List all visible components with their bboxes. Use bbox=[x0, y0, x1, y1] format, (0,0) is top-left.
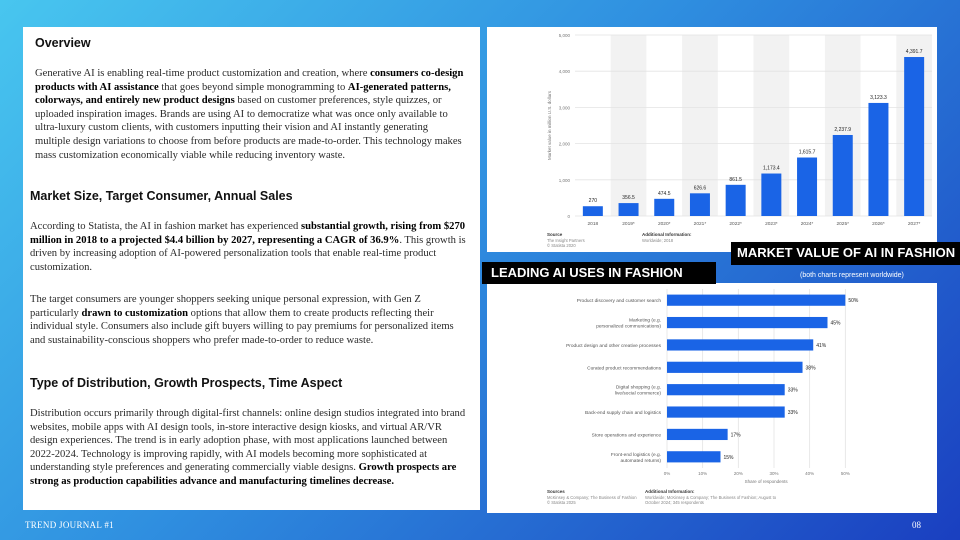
text-segment: AI-generated patterns, colorways, and entirely new product designs bbox=[35, 81, 451, 107]
y-tick-label: 1,000 bbox=[558, 177, 570, 183]
bar bbox=[667, 339, 813, 350]
x-tick-label: 0% bbox=[663, 471, 671, 476]
x-tick-label: 10% bbox=[698, 471, 708, 476]
y-tick-label: 5,000 bbox=[558, 33, 570, 38]
overview-heading: Overview bbox=[35, 36, 91, 50]
bar bbox=[667, 317, 828, 328]
text-segment: The target consumers are younger shoppers seeking unique personal expression, with Gen Z particularly bbox=[30, 294, 421, 319]
worldwide-note: (both charts represent worldwide) bbox=[800, 272, 904, 279]
bar bbox=[619, 203, 639, 216]
bar-value-label: 1,173.4 bbox=[763, 165, 780, 172]
market-heading: Market Size, Target Consumer, Annual Sales bbox=[30, 189, 293, 203]
bar bbox=[667, 406, 785, 417]
bar bbox=[690, 193, 710, 216]
info-line: Worldwide; McKinsey & Company; The Business of Fashion; August to bbox=[645, 495, 777, 500]
x-tick-label: 2027* bbox=[907, 222, 921, 227]
x-tick-label: 2026* bbox=[872, 222, 885, 227]
x-tick-label: 2025* bbox=[836, 222, 850, 227]
bar bbox=[833, 135, 853, 216]
bar bbox=[654, 199, 674, 216]
category-label-line1: Front-end logistics (e.g. bbox=[610, 452, 661, 458]
x-axis-label: Share of respondents bbox=[744, 479, 788, 484]
source-heading: Source bbox=[547, 232, 563, 237]
bar-value-label: 2,237.9 bbox=[834, 126, 852, 133]
bar-value-label: 17% bbox=[730, 432, 741, 439]
x-tick-label: 20% bbox=[733, 471, 743, 476]
info-heading: Additional Information: bbox=[645, 489, 695, 494]
distribution-paragraph bbox=[30, 407, 470, 489]
footer-page-number: 08 bbox=[912, 520, 921, 530]
source-line: McKinsey & Company; The Business of Fashion bbox=[547, 495, 637, 500]
bar-value-label: 50% bbox=[848, 298, 859, 305]
bar-value-label: 33% bbox=[787, 387, 798, 394]
text-segment: According to Statista, the AI in fashion market has experienced bbox=[30, 221, 301, 232]
bar bbox=[583, 206, 603, 216]
source-line: © Statista 2025 bbox=[547, 500, 576, 505]
y-tick-label: 2,000 bbox=[558, 141, 570, 147]
x-tick-label: 50% bbox=[840, 471, 850, 476]
x-tick-label: 2024* bbox=[800, 222, 814, 227]
bar-value-label: 3,123.3 bbox=[870, 94, 887, 101]
text-segment: Generative AI is enabling real-time product customization and creation, where bbox=[35, 68, 371, 79]
leading-uses-chart-svg bbox=[487, 283, 937, 513]
x-tick-label: 2019* bbox=[622, 222, 635, 227]
info-line: October 2024; 345 respondents bbox=[645, 500, 704, 505]
bar bbox=[667, 384, 785, 395]
info-heading: Additional Information: bbox=[642, 232, 692, 237]
text-segment: options that allow them to create products reflecting their individual style. Consumers also include gift buyers willing to pay premiums for personalized items and sustainability-conscious shoppers who prefer made-to-order to reduce waste. bbox=[30, 307, 454, 346]
bar-value-label: 45% bbox=[830, 320, 841, 327]
text-segment: based on customer preferences, style quizzes, or uploaded inspiration images. Brands are using AI to democratize what was once only available to ultra-luxury custom clients, with customers inputting their vision and AI instantly generating multiple design variations to choose from before products are made-to-order. This technology makes mass customization economically viable while reducing inventory waste. bbox=[35, 95, 462, 161]
text-segment: that goes beyond simple monogramming to bbox=[158, 81, 348, 93]
bar bbox=[667, 429, 728, 440]
overview-paragraph bbox=[35, 67, 465, 162]
distribution-heading: Type of Distribution, Growth Prospects, Time Aspect bbox=[30, 376, 343, 390]
source-heading: Sources bbox=[547, 489, 565, 494]
category-label-line2: personalized communications) bbox=[596, 324, 661, 330]
text-panel bbox=[23, 27, 480, 510]
text-segment: Growth prospects are strong as production capabilities advance and manufacturing timelines decrease. bbox=[30, 462, 457, 487]
category-label-line2: live/social commerce) bbox=[614, 391, 661, 397]
bar bbox=[761, 174, 781, 216]
bar-value-label: 474.5 bbox=[657, 190, 671, 197]
x-tick-label: 2020* bbox=[657, 222, 671, 227]
bar bbox=[797, 158, 817, 216]
market-value-chart bbox=[487, 27, 937, 252]
leading-uses-chart bbox=[487, 283, 937, 513]
category-label: Back-end supply chain and logistics bbox=[585, 411, 661, 417]
bar bbox=[667, 362, 803, 373]
x-tick-label: 2018 bbox=[587, 222, 599, 227]
y-tick-label: 3,000 bbox=[558, 105, 570, 111]
category-label-line2: automated returns) bbox=[620, 458, 661, 464]
bar-value-label: 4,391.7 bbox=[905, 49, 923, 56]
source-line: The Insight Partners bbox=[547, 238, 585, 243]
y-tick-label: 4,000 bbox=[558, 69, 570, 75]
bar-value-label: 38% bbox=[805, 365, 816, 372]
category-label: Product discovery and customer search bbox=[576, 299, 661, 305]
bar bbox=[726, 185, 746, 216]
market-value-label: MARKET VALUE OF AI IN FASHION bbox=[731, 242, 960, 265]
bar-value-label: 1,615.7 bbox=[798, 149, 816, 156]
text-segment: consumers co-design products with AI assistance bbox=[35, 68, 464, 93]
market-paragraph-2 bbox=[30, 293, 470, 347]
bar-value-label: 861.5 bbox=[729, 176, 742, 183]
x-tick-label: 2021* bbox=[693, 222, 707, 227]
y-axis-label: Market value in million U.S. dollars bbox=[547, 90, 552, 161]
bar-value-label: 270 bbox=[588, 198, 598, 205]
bar bbox=[904, 57, 924, 216]
source-line: © Statista 2020 bbox=[547, 243, 576, 248]
info-line: Worldwide; 2018 bbox=[642, 238, 674, 243]
category-label-line1: Marketing (e.g. bbox=[629, 318, 661, 324]
column-stripe bbox=[611, 35, 647, 216]
x-tick-label: 40% bbox=[805, 471, 815, 476]
leading-uses-label: LEADING AI USES IN FASHION bbox=[482, 262, 716, 284]
bar-value-label: 356.5 bbox=[622, 195, 635, 202]
bar-value-label: 626.6 bbox=[693, 185, 707, 192]
text-segment: Distribution occurs primarily through digital-first channels: online design studios integrated into brand websites, mobile apps with AI design tools, in-store interactive design kiosks, and virtual AR/VR design experiences. The trend is in early adoption phase, with most applications launched between 2022-2024. Technology is improving rapidly, with AI models becoming more sophisticated at understanding style preferences and generating commercially viable designs. bbox=[30, 408, 466, 474]
category-label-line1: Digital shopping (e.g. bbox=[615, 385, 661, 391]
category-label: Product design and other creative processes bbox=[566, 343, 661, 349]
text-segment: drawn to customization bbox=[81, 307, 189, 319]
text-segment: substantial growth, rising from $270 million in 2018 to a projected $4.4 billion by 2027, representing a CAGR of 36.9% bbox=[30, 221, 466, 246]
text-segment: . This growth is driven by increasing adoption of AI-powered personalization tools that enable real-time product customization. bbox=[30, 234, 466, 273]
category-label: Curated product recommendations bbox=[587, 366, 661, 372]
bar bbox=[667, 295, 845, 306]
x-tick-label: 30% bbox=[769, 471, 779, 476]
category-label: Store operations and experience bbox=[591, 433, 661, 439]
y-tick-label: 0 bbox=[567, 214, 570, 219]
bar-value-label: 15% bbox=[723, 454, 734, 461]
market-value-chart-svg bbox=[487, 27, 937, 252]
bar-value-label: 33% bbox=[787, 410, 798, 417]
footer-journal-title: TREND JOURNAL #1 bbox=[25, 520, 114, 530]
market-paragraph-1 bbox=[30, 220, 470, 274]
bar-value-label: 41% bbox=[816, 342, 827, 349]
x-tick-label: 2022* bbox=[729, 222, 742, 227]
x-tick-label: 2023* bbox=[765, 222, 778, 227]
bar bbox=[868, 103, 888, 216]
bar bbox=[667, 451, 721, 462]
